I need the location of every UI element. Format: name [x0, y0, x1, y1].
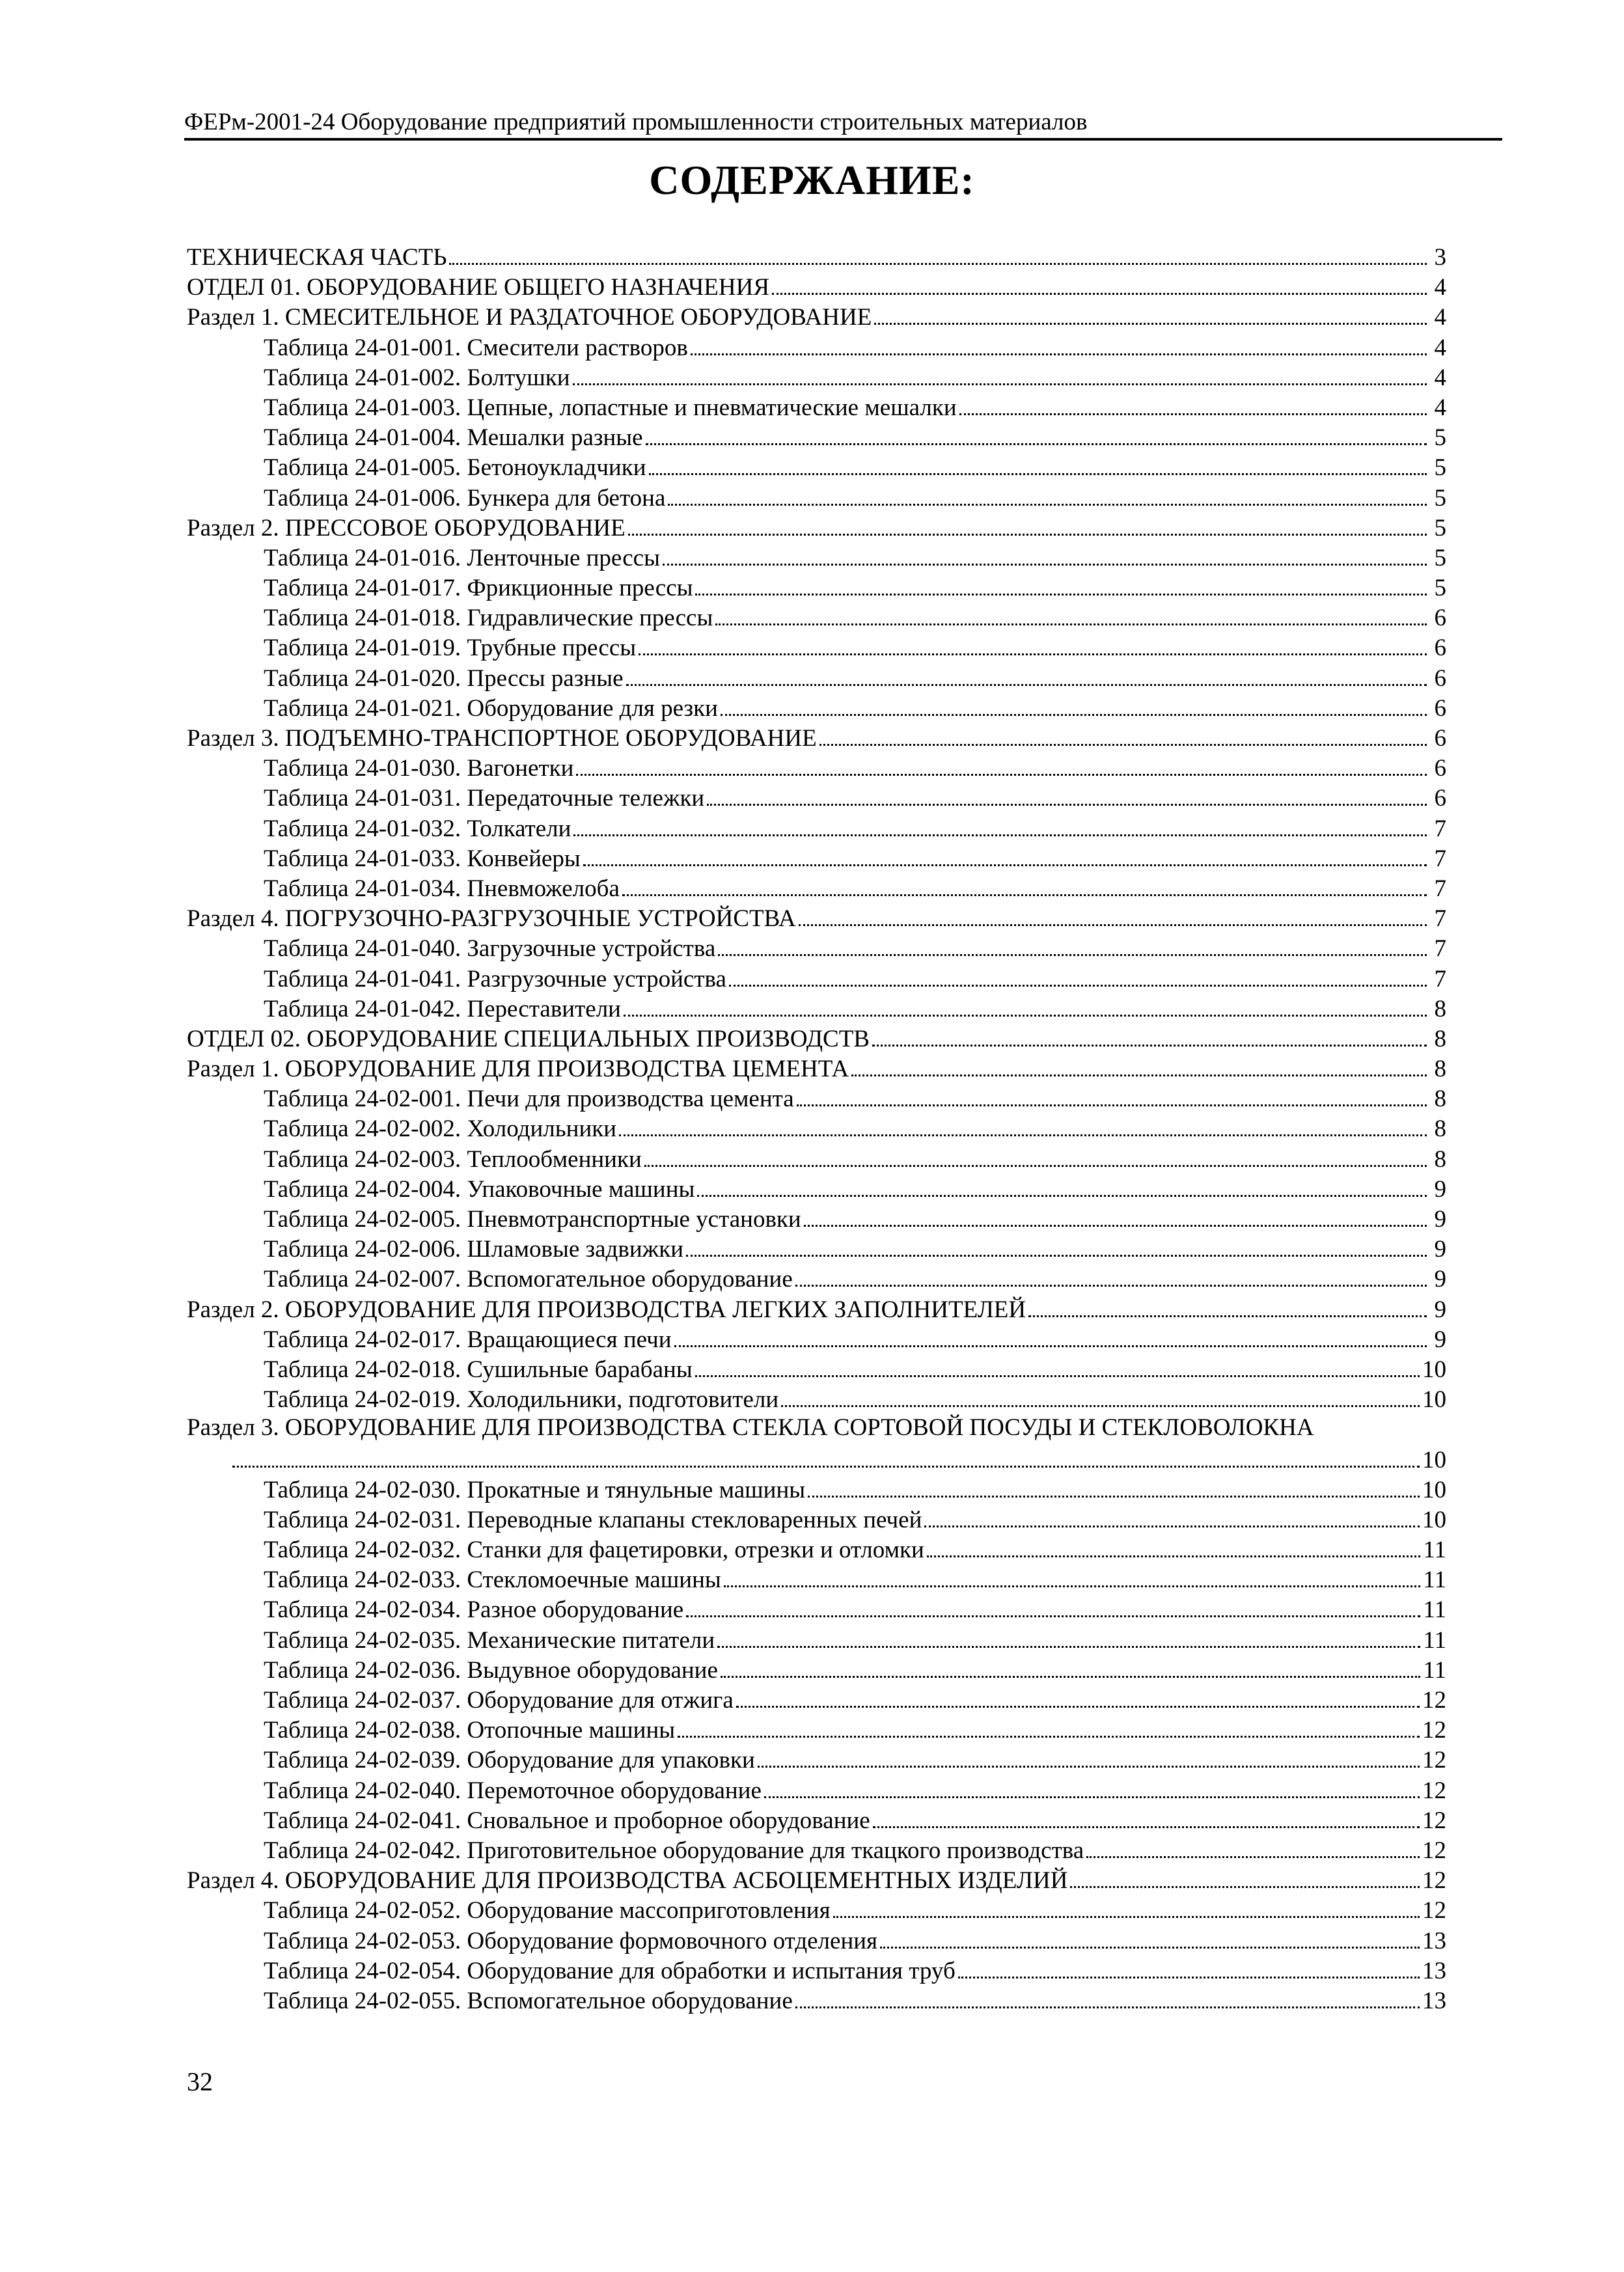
toc-entry-table[interactable]: [187, 932, 1446, 962]
toc-entry-label: Таблица 24-01-006. Бункера для бетона: [264, 484, 666, 512]
toc-entry-page: 8: [1434, 1145, 1446, 1173]
dot-leader: [804, 1203, 1427, 1227]
toc-entry-page: 4: [1434, 304, 1446, 331]
toc-entry-table[interactable]: [187, 1112, 1446, 1142]
toc-entry-label: Таблица 24-02-004. Упаковочные машины: [264, 1175, 695, 1203]
dot-leader: [721, 1654, 1420, 1678]
toc-entry-label: Таблица 24-02-030. Прокатные и тянульные машины: [264, 1476, 806, 1503]
toc-entry-label: Таблица 24-02-019. Холодильники, подготовители: [264, 1386, 779, 1414]
toc-entry-table[interactable]: [187, 601, 1446, 631]
toc-entry-page: 10: [1422, 1356, 1446, 1383]
dot-leader: [644, 1143, 1427, 1167]
dot-leader: [758, 1744, 1420, 1768]
dot-leader: [691, 331, 1427, 355]
table-of-contents: [187, 241, 1446, 2014]
toc-entry-page: 7: [1434, 905, 1446, 933]
toc-entry-page: 12: [1422, 1777, 1446, 1804]
toc-entry-table[interactable]: [187, 1804, 1446, 1834]
toc-entry-section[interactable]: [187, 1864, 1446, 1894]
toc-entry-page: 9: [1434, 1206, 1446, 1233]
toc-entry-label: Таблица 24-01-042. Переставители: [264, 995, 621, 1022]
dot-leader: [1070, 1864, 1420, 1888]
toc-entry-page: 7: [1434, 875, 1446, 902]
toc-entry-page: 6: [1434, 785, 1446, 812]
toc-entry-section[interactable]: [187, 241, 1446, 271]
dot-leader: [678, 1714, 1420, 1738]
toc-entry-table[interactable]: [187, 1383, 1446, 1413]
toc-entry-label: Таблица 24-01-018. Гидравлические прессы: [264, 605, 713, 632]
toc-entry-table[interactable]: [187, 1954, 1446, 1984]
toc-entry-page: 13: [1422, 1957, 1446, 1984]
dot-leader: [873, 1804, 1420, 1828]
toc-entry-continuation[interactable]: [187, 1444, 1446, 1473]
dot-leader: [927, 1533, 1421, 1557]
dot-leader: [639, 631, 1427, 655]
toc-entry-section[interactable]: [187, 1293, 1446, 1323]
toc-entry-label: Раздел 2. ПРЕССОВОЕ ОБОРУДОВАНИЕ: [187, 514, 626, 541]
toc-entry-page: 8: [1434, 1025, 1446, 1052]
toc-entry-table[interactable]: [187, 1593, 1446, 1623]
toc-entry-label: Таблица 24-01-034. Пневможелоба: [264, 875, 620, 902]
toc-entry-table[interactable]: [187, 842, 1446, 872]
toc-entry-label: Таблица 24-02-053. Оборудование формовочного отделения: [264, 1927, 878, 1954]
dot-leader: [649, 451, 1427, 475]
dot-leader: [576, 752, 1427, 776]
toc-entry-table[interactable]: [187, 1894, 1446, 1924]
toc-entry-label: Раздел 3. ПОДЪЕМНО-ТРАНСПОРТНОЕ ОБОРУДОВАНИЕ: [187, 725, 817, 752]
toc-entry-page: 12: [1422, 1867, 1446, 1895]
toc-entry-page: 11: [1423, 1626, 1446, 1654]
toc-entry-label: Таблица 24-02-032. Станки для фацетировки, отрезки и отломки: [264, 1537, 924, 1564]
toc-entry-page: 7: [1434, 935, 1446, 963]
running-header: [184, 108, 1502, 141]
toc-entry-page: 5: [1434, 424, 1446, 452]
dot-leader: [707, 782, 1427, 806]
dot-leader: [573, 812, 1427, 836]
toc-entry-table[interactable]: [187, 421, 1446, 451]
running-title: ФЕРм-2001-24 Оборудование предприятий промышленности строительных материалов: [184, 109, 1088, 135]
toc-entry-table[interactable]: [187, 1744, 1446, 1773]
toc-entry-table[interactable]: [187, 992, 1446, 1022]
toc-entry-section[interactable]: [187, 1022, 1446, 1052]
toc-entry-label: Раздел 1. ОБОРУДОВАНИЕ ДЛЯ ПРОИЗВОДСТВА ЦЕМЕНТА: [187, 1056, 849, 1083]
dot-leader: [795, 1263, 1427, 1287]
toc-entry-page: 12: [1422, 1807, 1446, 1834]
toc-entry-page: 4: [1434, 364, 1446, 391]
toc-entry-table[interactable]: [187, 1203, 1446, 1233]
toc-entry-table[interactable]: [187, 1353, 1446, 1383]
toc-entry-page: 4: [1434, 274, 1446, 301]
dot-leader: [795, 1984, 1420, 2008]
toc-entry-label: Раздел 2. ОБОРУДОВАНИЕ ДЛЯ ПРОИЗВОДСТВА ЛЕГКИХ ЗАПОЛНИТЕЛЕЙ: [187, 1296, 1026, 1323]
toc-entry-page: 7: [1434, 815, 1446, 842]
dot-leader: [232, 1444, 1420, 1468]
toc-entry-label: Таблица 24-02-052. Оборудование массоприготовления: [264, 1897, 831, 1924]
toc-entry-table[interactable]: [187, 1263, 1446, 1293]
toc-entry-page: 13: [1422, 1987, 1446, 2014]
toc-entry-table[interactable]: [187, 963, 1446, 992]
toc-entry-label: Таблица 24-02-036. Выдувное оборудование: [264, 1656, 718, 1684]
toc-entry-page: 12: [1422, 1717, 1446, 1744]
toc-entry-page: 6: [1434, 755, 1446, 782]
toc-entry-label: Таблица 24-02-018. Сушильные барабаны: [264, 1356, 693, 1383]
toc-entry-table[interactable]: [187, 391, 1446, 421]
toc-entry-label: Таблица 24-02-041. Сновальное и проборное оборудование: [264, 1807, 870, 1834]
toc-entry-label: Таблица 24-01-001. Смесители растворов: [264, 334, 688, 361]
toc-entry-table[interactable]: [187, 1173, 1446, 1203]
toc-entry-page: 5: [1434, 544, 1446, 571]
toc-entry-page: 4: [1434, 394, 1446, 421]
toc-entry-page: 10: [1422, 1506, 1446, 1533]
toc-entry-page: 6: [1434, 725, 1446, 752]
toc-entry-label: Таблица 24-01-004. Мешалки разные: [264, 424, 643, 452]
toc-entry-page: 9: [1434, 1236, 1446, 1263]
toc-entry-table[interactable]: [187, 1503, 1446, 1533]
toc-entry-label: Таблица 24-02-039. Оборудование для упаковки: [264, 1747, 755, 1774]
toc-entry-label: Таблица 24-02-005. Пневмотранспортные установки: [264, 1206, 801, 1233]
toc-entry-label: Таблица 24-02-002. Холодильники: [264, 1115, 617, 1143]
toc-entry-table[interactable]: [187, 571, 1446, 601]
dot-leader: [721, 692, 1427, 716]
toc-entry-table[interactable]: [187, 1654, 1446, 1684]
toc-entry-table[interactable]: [187, 631, 1446, 661]
toc-entry-page: 7: [1434, 845, 1446, 872]
dot-leader: [626, 662, 1427, 686]
toc-entry-label: Таблица 24-01-033. Конвейеры: [264, 845, 581, 872]
toc-entry-page: 12: [1422, 1897, 1446, 1924]
toc-entry-page: 9: [1434, 1266, 1446, 1293]
toc-entry-table[interactable]: [187, 1323, 1446, 1353]
toc-entry-label: Раздел 1. СМЕСИТЕЛЬНОЕ И РАЗДАТОЧНОЕ ОБОРУДОВАНИЕ: [187, 304, 872, 331]
toc-entry-label: Таблица 24-02-031. Переводные клапаны стекловаренных печей: [264, 1506, 922, 1533]
page-title: СОДЕРЖАНИЕ:: [649, 157, 975, 203]
dot-leader: [1028, 1293, 1427, 1317]
toc-entry-page: 6: [1434, 605, 1446, 632]
toc-entry-page: 10: [1422, 1476, 1446, 1503]
dot-leader: [697, 1173, 1427, 1197]
toc-entry-page: 3: [1434, 244, 1446, 271]
toc-entry-label: Таблица 24-01-019. Трубные прессы: [264, 635, 637, 662]
dot-leader: [628, 512, 1427, 536]
toc-entry-table[interactable]: [187, 451, 1446, 481]
dot-leader: [764, 1774, 1420, 1798]
dot-leader: [833, 1894, 1420, 1918]
toc-entry-table[interactable]: [187, 1533, 1446, 1563]
toc-entry-page: 5: [1434, 575, 1446, 602]
dot-leader: [959, 391, 1427, 415]
toc-entry-label: Таблица 24-02-040. Перемоточное оборудование: [264, 1777, 762, 1804]
dot-leader: [718, 932, 1427, 956]
toc-entry-page: 11: [1423, 1656, 1446, 1684]
toc-entry-page: 9: [1434, 1296, 1446, 1323]
dot-leader: [851, 1052, 1427, 1076]
dot-leader: [449, 241, 1427, 265]
dot-leader: [583, 842, 1427, 866]
dot-leader: [695, 571, 1427, 595]
dot-leader: [874, 301, 1427, 325]
toc-entry-page: 10: [1422, 1446, 1446, 1473]
dot-leader: [1086, 1834, 1420, 1858]
toc-entry-section[interactable]: [187, 271, 1446, 301]
toc-entry-table[interactable]: [187, 361, 1446, 391]
toc-entry-label: Таблица 24-01-003. Цепные, лопастные и пневматические мешалки: [264, 394, 957, 421]
toc-entry-page: 4: [1434, 334, 1446, 361]
toc-entry-label: Таблица 24-02-033. Стекломоечные машины: [264, 1567, 721, 1594]
toc-entry-label: Таблица 24-02-006. Шламовые задвижки: [264, 1236, 683, 1263]
toc-entry-label: ТЕХНИЧЕСКАЯ ЧАСТЬ: [187, 244, 447, 271]
dot-leader: [695, 1353, 1420, 1377]
toc-entry-label: Таблица 24-02-035. Механические питатели: [264, 1626, 715, 1654]
toc-entry-label: ОТДЕЛ 02. ОБОРУДОВАНИЕ СПЕЦИАЛЬНЫХ ПРОИЗВОДСТВ: [187, 1025, 870, 1052]
toc-entry-label: Таблица 24-02-003. Теплообменники: [264, 1145, 642, 1173]
dot-leader: [819, 722, 1427, 746]
dot-leader: [573, 361, 1427, 385]
dot-leader: [924, 1503, 1420, 1527]
toc-entry-table[interactable]: [187, 1834, 1446, 1864]
toc-entry-page: 6: [1434, 635, 1446, 662]
dot-leader: [663, 541, 1427, 566]
toc-entry-page: 11: [1423, 1567, 1446, 1594]
toc-entry-label: Таблица 24-02-042. Приготовительное оборудование для ткацкого производства: [264, 1837, 1084, 1864]
toc-entry-label: Раздел 4. ПОГРУЗОЧНО-РАЗГРУЗОЧНЫЕ УСТРОЙСТВА: [187, 905, 796, 933]
toc-entry-label: Таблица 24-01-020. Прессы разные: [264, 664, 624, 692]
dot-leader: [686, 1233, 1427, 1257]
toc-entry-label: Таблица 24-01-005. Бетоноукладчики: [264, 454, 646, 482]
toc-entry-label: Таблица 24-01-002. Болтушки: [264, 364, 570, 391]
toc-entry-section[interactable]: [187, 902, 1446, 932]
toc-entry-page: 10: [1422, 1386, 1446, 1414]
toc-entry-table[interactable]: [187, 1684, 1446, 1714]
toc-entry-table[interactable]: [187, 662, 1446, 692]
toc-entry-page: 11: [1423, 1596, 1446, 1624]
toc-entry-table[interactable]: [187, 1473, 1446, 1503]
toc-entry-page: 8: [1434, 1115, 1446, 1143]
toc-entry-table[interactable]: [187, 331, 1446, 361]
toc-entry[interactable]: [187, 1413, 1446, 1443]
toc-entry-label: Раздел 4. ОБОРУДОВАНИЕ ДЛЯ ПРОИЗВОДСТВА АСБОЦЕМЕНТНЫХ ИЗДЕЛИЙ: [187, 1867, 1068, 1895]
toc-entry-page: 9: [1434, 1175, 1446, 1203]
toc-entry-section[interactable]: [187, 512, 1446, 541]
dot-leader: [715, 601, 1427, 625]
toc-entry-label: Таблица 24-01-030. Вагонетки: [264, 755, 574, 782]
dot-leader: [736, 1684, 1420, 1708]
dot-leader: [797, 1082, 1427, 1106]
toc-entry-table[interactable]: [187, 1984, 1446, 2014]
dot-leader: [958, 1954, 1420, 1978]
toc-entry-table[interactable]: [187, 782, 1446, 812]
toc-entry-label: Раздел 3. ОБОРУДОВАНИЕ ДЛЯ ПРОИЗВОДСТВА СТЕКЛА СОРТОВОЙ ПОСУДЫ И СТЕКЛОВОЛОКНА: [187, 1414, 1314, 1442]
dot-leader: [872, 1022, 1427, 1047]
toc-entry-page: 6: [1434, 664, 1446, 692]
toc-entry-label: Таблица 24-01-017. Фрикционные прессы: [264, 575, 693, 602]
toc-entry-page: 9: [1434, 1326, 1446, 1353]
toc-entry-table[interactable]: [187, 872, 1446, 902]
toc-entry-label: Таблица 24-02-038. Отопочные машины: [264, 1717, 676, 1744]
toc-entry-table[interactable]: [187, 1563, 1446, 1593]
toc-entry-table[interactable]: [187, 1624, 1446, 1654]
toc-entry-label: Таблица 24-01-032. Толкатели: [264, 815, 571, 842]
toc-entry-label: Таблица 24-02-055. Вспомогательное оборудование: [264, 1987, 793, 2014]
toc-entry-page: 8: [1434, 1056, 1446, 1083]
toc-entry-label: Таблица 24-02-054. Оборудование для обработки и испытания труб: [264, 1957, 956, 1984]
toc-entry-table[interactable]: [187, 1924, 1446, 1954]
dot-leader: [781, 1383, 1420, 1407]
toc-entry-table[interactable]: [187, 482, 1446, 512]
toc-entry-page: 5: [1434, 514, 1446, 541]
toc-entry-page: 7: [1434, 965, 1446, 992]
toc-entry-label: Таблица 24-02-007. Вспомогательное оборудование: [264, 1266, 793, 1293]
toc-entry-label: Таблица 24-02-034. Разное оборудование: [264, 1596, 684, 1624]
dot-leader: [729, 963, 1427, 987]
dot-leader: [724, 1563, 1421, 1587]
dot-leader: [674, 1323, 1427, 1347]
toc-entry-page: 6: [1434, 694, 1446, 722]
toc-entry-label: Таблица 24-01-016. Ленточные прессы: [264, 544, 660, 571]
toc-entry-label: Таблица 24-02-037. Оборудование для отжига: [264, 1687, 734, 1714]
toc-entry-page: 8: [1434, 995, 1446, 1022]
toc-entry-table[interactable]: [187, 1143, 1446, 1173]
dot-leader: [686, 1593, 1420, 1617]
toc-entry-label: Таблица 24-01-041. Разгрузочные устройства: [264, 965, 726, 992]
dot-leader: [624, 992, 1427, 1017]
toc-entry-label: Таблица 24-02-017. Вращающиеся печи: [264, 1326, 672, 1353]
toc-entry-page: 12: [1422, 1687, 1446, 1714]
toc-entry-page: 5: [1434, 454, 1446, 482]
dot-leader: [799, 902, 1427, 926]
toc-entry-section[interactable]: [187, 301, 1446, 331]
toc-entry-label: Таблица 24-02-001. Печи для производства цемента: [264, 1086, 794, 1113]
toc-entry-page: 11: [1423, 1537, 1446, 1564]
toc-entry-table[interactable]: [187, 541, 1446, 571]
dot-leader: [668, 482, 1427, 506]
toc-entry-section[interactable]: [187, 1052, 1446, 1082]
toc-entry-page: 5: [1434, 484, 1446, 512]
toc-entry-table[interactable]: [187, 812, 1446, 842]
toc-entry-page: 12: [1422, 1747, 1446, 1774]
toc-entry-table[interactable]: [187, 1082, 1446, 1112]
toc-entry-table[interactable]: [187, 1714, 1446, 1744]
dot-leader: [717, 1624, 1420, 1648]
page-number: 32: [187, 2067, 213, 2096]
toc-entry-label: Таблица 24-01-021. Оборудование для резки: [264, 694, 718, 722]
toc-entry-section[interactable]: [187, 722, 1446, 752]
toc-entry-label: Таблица 24-01-040. Загрузочные устройства: [264, 935, 716, 963]
toc-entry-page: 13: [1422, 1927, 1446, 1954]
toc-entry-label: Таблица 24-01-031. Передаточные тележки: [264, 785, 705, 812]
toc-entry-table[interactable]: [187, 752, 1446, 782]
toc-entry-label: ОТДЕЛ 01. ОБОРУДОВАНИЕ ОБЩЕГО НАЗНАЧЕНИЯ: [187, 274, 770, 301]
dot-leader: [646, 421, 1427, 445]
dot-leader: [808, 1473, 1420, 1498]
toc-entry-page: 12: [1422, 1837, 1446, 1864]
dot-leader: [622, 872, 1427, 896]
dot-leader: [619, 1112, 1427, 1136]
toc-entry-table[interactable]: [187, 1233, 1446, 1263]
dot-leader: [880, 1924, 1420, 1949]
toc-entry-page: 8: [1434, 1086, 1446, 1113]
toc-entry-table[interactable]: [187, 692, 1446, 722]
dot-leader: [772, 271, 1427, 295]
toc-entry-table[interactable]: [187, 1774, 1446, 1804]
